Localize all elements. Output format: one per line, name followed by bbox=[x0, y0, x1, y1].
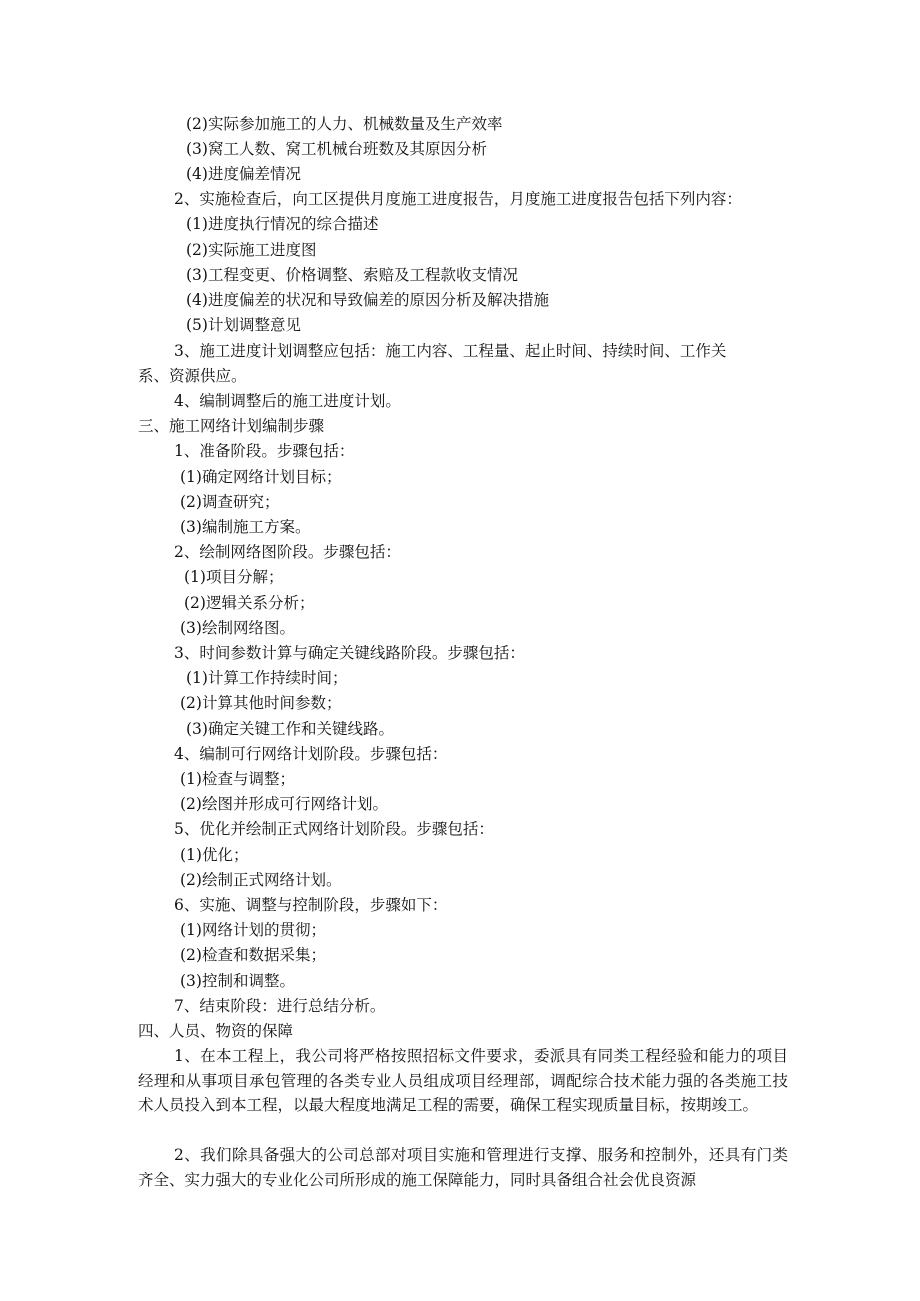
text-line: (1)网络计划的贯彻； bbox=[180, 921, 326, 939]
text-line: 5、优化并绘制正式网络计划阶段。步骤包括： bbox=[174, 820, 494, 838]
text-line: (3)控制和调整。 bbox=[180, 972, 295, 990]
text-line: 6、实施、调整与控制阶段，步骤如下： bbox=[174, 896, 448, 914]
text-line: (1)检查与调整； bbox=[180, 770, 295, 788]
text-line: 7、结束阶段：进行总结分析。 bbox=[174, 997, 386, 1015]
text-line: (2)绘图并形成可行网络计划。 bbox=[180, 795, 388, 813]
text-line: 2、实施检查后，向工区提供月度施工进度报告，月度施工进度报告包括下列内容： bbox=[174, 190, 742, 208]
text-line: (3)绘制网络图。 bbox=[180, 619, 295, 637]
text-line: (2)计算其他时间参数； bbox=[180, 694, 342, 712]
paragraph: 1、在本工程上，我公司将严格按照招标文件要求，委派具有同类工程经验和能力的项目经理和从事项目承包管理的各类专业人员组成项目经理部，调配综合技术能力强的各类施工技术人员投入到本工程，以最大程度地满足工程的需要，确保工程实现质量目标，按期竣工。 bbox=[138, 1047, 788, 1115]
text-line: (1)项目分解； bbox=[184, 568, 284, 586]
text-line: 3、时间参数计算与确定关键线路阶段。步骤包括： bbox=[174, 644, 525, 662]
paragraph: 2、我们除具备强大的公司总部对项目实施和管理进行支撑、服务和控制外，还具有门类齐全、实力强大的专业化公司所形成的施工保障能力，同时具备组合社会优良资源 bbox=[138, 1146, 788, 1189]
text-line: 2、绘制网络图阶段。步骤包括： bbox=[174, 543, 401, 561]
text-line: (1)优化； bbox=[180, 846, 249, 864]
text-line: (2)实际参加施工的人力、机械数量及生产效率 bbox=[186, 115, 503, 133]
section-heading: 三、施工网络计划编制步骤 bbox=[138, 417, 325, 435]
text-line: (2)绘制正式网络计划。 bbox=[180, 871, 342, 889]
text-line: 3、施工进度计划调整应包括：施工内容、工程量、起止时间、持续时间、工作关 bbox=[174, 342, 727, 360]
text-line: (2)检查和数据采集； bbox=[180, 946, 326, 964]
text-line: 4、编制调整后的施工进度计划。 bbox=[174, 392, 401, 410]
text-line: (1)进度执行情况的综合描述 bbox=[186, 215, 379, 233]
text-line: (3)确定关键工作和关键线路。 bbox=[186, 720, 394, 738]
text-line: 4、编制可行网络计划阶段。步骤包括： bbox=[174, 745, 448, 763]
text-line: 系、资源供应。 bbox=[138, 367, 247, 385]
text-line: (2)调查研究； bbox=[180, 493, 280, 511]
text-line: (4)进度偏差的状况和导致偏差的原因分析及解决措施 bbox=[186, 291, 549, 309]
text-line: (1)确定网络计划目标； bbox=[180, 468, 342, 486]
text-line: (2)逻辑关系分析； bbox=[184, 594, 315, 612]
section-heading: 四、人员、物资的保障 bbox=[138, 1022, 294, 1040]
text-line: (3)编制施工方案。 bbox=[180, 518, 311, 536]
text-line: (3)窝工人数、窝工机械台班数及其原因分析 bbox=[186, 140, 487, 158]
text-line: (2)实际施工进度图 bbox=[186, 241, 317, 259]
text-line: (5)计划调整意见 bbox=[186, 316, 301, 334]
text-line: (3)工程变更、价格调整、索赔及工程款收支情况 bbox=[186, 266, 518, 284]
text-line: (1)计算工作持续时间； bbox=[186, 669, 348, 687]
text-line: (4)进度偏差情况 bbox=[186, 165, 301, 183]
text-line: 1、准备阶段。步骤包括： bbox=[174, 442, 355, 460]
